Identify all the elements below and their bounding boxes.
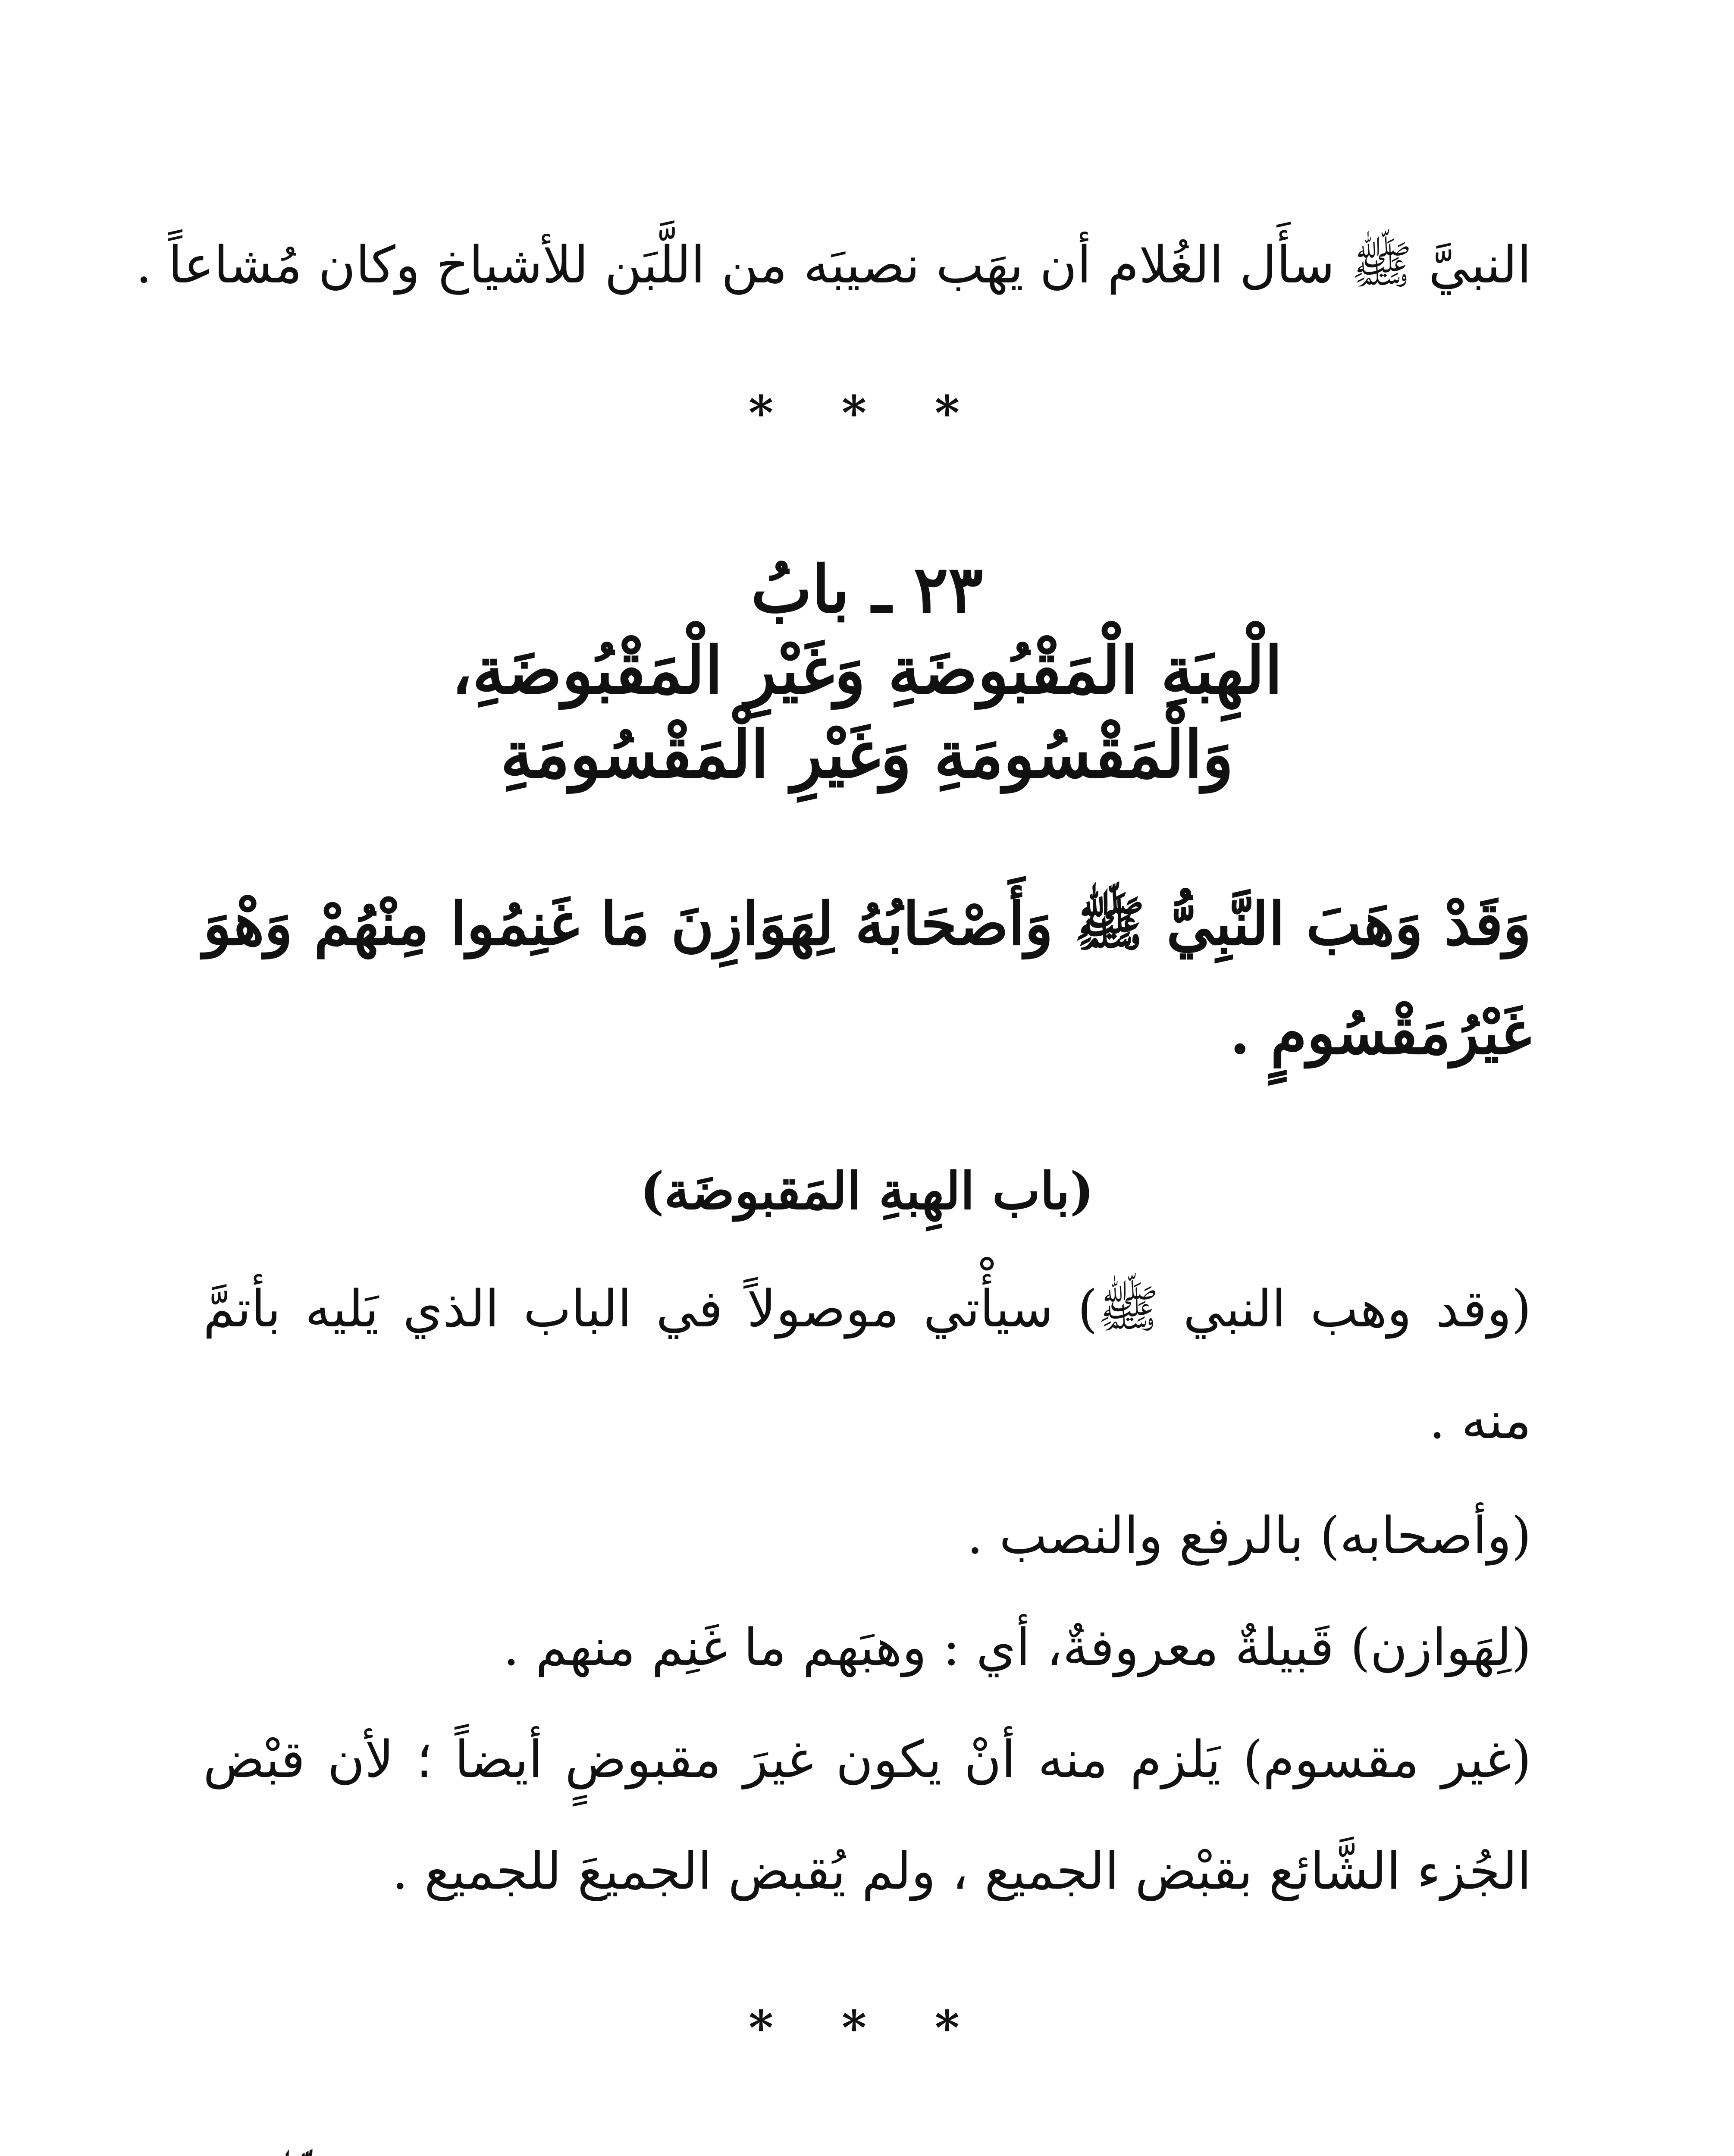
sub-heading: (باب الهِبةِ المَقبوضَة): [640, 1161, 1094, 1221]
text-line-continuation: النبيَّ ﷺ سأَل الغُلام أن يهَب نصيبَه من اللَّبَن للأشياخ وكان مُشاعاً .: [135, 235, 1531, 295]
matn-line-2: غَيْرُمَقْسُومٍ .: [1229, 999, 1531, 1068]
commentary-line-1: (وقد وهب النبي ﷺ) سيأْتي موصولاً في الباب الذي يَليه بأتمَّ: [203, 1279, 1531, 1338]
matn-line-1: وَقَدْ وَهَبَ النَّبِيُّ ﷺ وَأَصْحَابُهُ لِهَوَازِنَ مَا غَنِمُوا مِنْهُمْ وَهْوَ: [203, 890, 1531, 959]
chapter-title-line-2: وَالْمَقْسُومَةِ وَغَيْرِ الْمَقْسُومَةِ: [500, 717, 1234, 793]
section-separator: * * *: [748, 385, 986, 441]
commentary-line-5: (غير مقسوم) يَلزم منه أنْ يكون غيرَ مقبوضٍ أيضاً ؛ لأن قبْض: [203, 1730, 1531, 1789]
commentary-line-2: منه .: [1429, 1391, 1531, 1450]
commentary-line-6: الجُزء الشَّائع بقبْض الجميع ، ولم يُقبض الجميعَ للجميع .: [392, 1841, 1531, 1901]
chapter-number: ٢٣ ـ بابُ: [751, 552, 983, 627]
commentary-line-4: (لِهَوازن) قَبيلةٌ معروفةٌ، أي : وهبَهم ما غَنِم منهم .: [503, 1617, 1531, 1677]
commentary-line-3: (وأصحابه) بالرفع والنصب .: [967, 1506, 1531, 1565]
chapter-title-line-1: الْهِبَةِ الْمَقْبُوضَةِ وَغَيْرِ الْمَقْبُوضَةِ،: [451, 633, 1283, 708]
section-separator-2: * * *: [748, 2000, 986, 2056]
